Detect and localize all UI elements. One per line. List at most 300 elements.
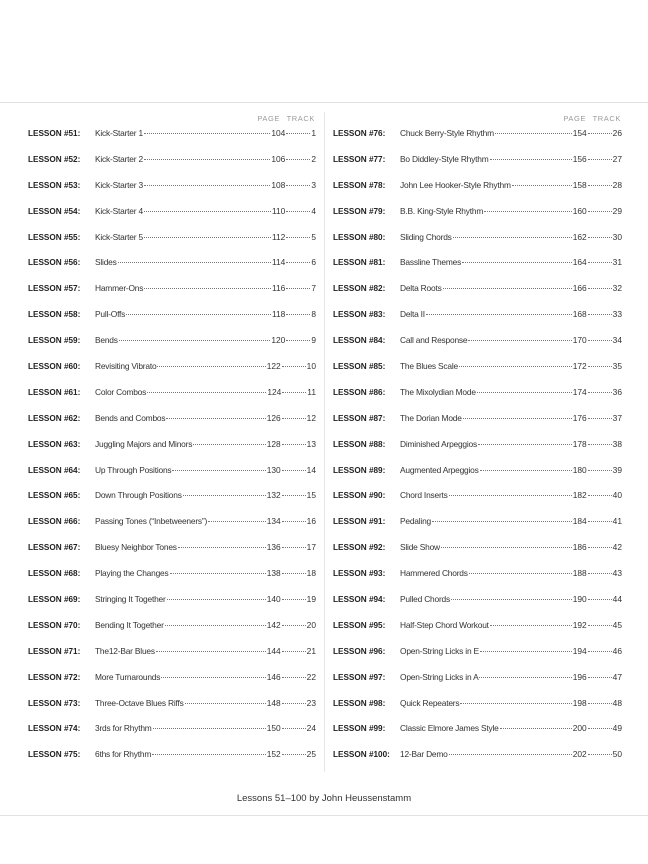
- lesson-number: LESSON #62:: [28, 413, 81, 423]
- lesson-number: LESSON #66:: [28, 517, 81, 527]
- top-rule: [0, 102, 648, 103]
- track-number: 4: [311, 205, 316, 216]
- dot-leader: [490, 159, 572, 160]
- page-number: 160: [572, 205, 587, 216]
- toc-entry: [28, 439, 316, 465]
- lesson-number: LESSON #90:: [333, 491, 386, 501]
- lesson-title: Delta II: [400, 309, 425, 320]
- toc-entry: [28, 620, 316, 646]
- lesson-number: LESSON #69:: [28, 595, 81, 605]
- lesson-title: Revisiting Vibrato: [95, 361, 157, 372]
- dot-leader: [282, 728, 306, 729]
- dot-leader: [286, 185, 310, 186]
- lesson-title: Chord Inserts: [400, 490, 448, 501]
- toc-entry: [333, 309, 622, 335]
- dot-leader: [183, 495, 266, 496]
- page-number: 168: [572, 309, 587, 320]
- toc-entry: [28, 335, 316, 361]
- lesson-number: LESSON #73:: [28, 698, 81, 708]
- track-number: 42: [612, 542, 622, 553]
- lesson-number: LESSON #76:: [333, 129, 386, 138]
- page-number: 118: [271, 309, 286, 320]
- dot-leader: [286, 159, 310, 160]
- dot-leader: [119, 340, 271, 341]
- dot-leader: [426, 314, 572, 315]
- lesson-title: The Dorian Mode: [400, 412, 462, 423]
- dot-leader: [282, 444, 306, 445]
- page-number: 108: [271, 179, 286, 190]
- page-number: 132: [266, 490, 281, 501]
- lesson-number: LESSON #68:: [28, 569, 81, 579]
- page-number: 158: [572, 179, 587, 190]
- track-number: 28: [612, 179, 622, 190]
- dot-leader: [441, 547, 572, 548]
- lesson-title: The Mixolydian Mode: [400, 386, 476, 397]
- dot-leader: [185, 703, 266, 704]
- page-number: 136: [266, 542, 281, 553]
- toc-entry: [333, 283, 622, 309]
- dot-leader: [588, 340, 612, 341]
- dot-leader: [588, 754, 612, 755]
- lesson-title: Sliding Chords: [400, 231, 452, 242]
- lesson-number: LESSON #78:: [333, 180, 386, 190]
- dot-leader: [480, 651, 572, 652]
- dot-leader: [479, 677, 571, 678]
- dot-leader: [286, 288, 310, 289]
- lesson-title: Slides: [95, 257, 117, 268]
- lesson-title: Kick-Starter 3: [95, 179, 143, 190]
- track-number: 27: [612, 153, 622, 164]
- dot-leader: [282, 366, 306, 367]
- toc-entry: [333, 335, 622, 361]
- lesson-title: Hammered Chords: [400, 568, 468, 579]
- toc-entry: [333, 387, 622, 413]
- dot-leader: [144, 159, 270, 160]
- dot-leader: [490, 625, 572, 626]
- dot-leader: [144, 133, 270, 134]
- toc-entry: [28, 723, 316, 749]
- page-number: 148: [266, 697, 281, 708]
- dot-leader: [118, 262, 271, 263]
- dot-leader: [588, 651, 612, 652]
- track-number: 3: [311, 179, 316, 190]
- page-number: 188: [572, 568, 587, 579]
- track-number: 30: [612, 231, 622, 242]
- dot-leader: [484, 211, 572, 212]
- page-number: 200: [572, 723, 587, 734]
- toc-entry: [28, 516, 316, 542]
- dot-leader: [178, 547, 266, 548]
- toc-entry: [28, 257, 316, 283]
- dot-leader: [282, 418, 306, 419]
- lesson-title: Bluesy Neighbor Tones: [95, 542, 177, 553]
- track-number: 11: [307, 386, 316, 397]
- page-number: 106: [271, 153, 286, 164]
- toc-entry: [333, 542, 622, 568]
- track-number: 35: [612, 361, 622, 372]
- lesson-title: Bassline Themes: [400, 257, 462, 268]
- toc-column-right: [333, 114, 622, 775]
- dot-leader: [588, 573, 612, 574]
- dot-leader: [172, 470, 265, 471]
- lesson-number: LESSON #65:: [28, 491, 81, 501]
- page-number: 146: [266, 671, 281, 682]
- lesson-title: Pulled Chords: [400, 594, 451, 605]
- toc-entry: [28, 128, 316, 154]
- dot-leader: [588, 521, 612, 522]
- page-number: 116: [271, 283, 286, 294]
- toc-entry: [28, 672, 316, 698]
- lesson-title: Color Combos: [95, 386, 147, 397]
- lesson-title: Chuck Berry-Style Rhythm: [400, 128, 494, 138]
- page-number: 176: [572, 412, 587, 423]
- track-number: 47: [612, 671, 622, 682]
- lesson-number: LESSON #61:: [28, 387, 81, 397]
- lesson-number: LESSON #89:: [333, 465, 386, 475]
- lesson-number: LESSON #79:: [333, 206, 386, 216]
- track-number: 24: [306, 723, 316, 734]
- toc-entry: [333, 361, 622, 387]
- dot-leader: [588, 133, 612, 134]
- dot-leader: [282, 599, 306, 600]
- dot-leader: [282, 547, 306, 548]
- dot-leader: [282, 495, 306, 496]
- track-number: 33: [612, 309, 622, 320]
- lesson-title: Bends and Combos: [95, 412, 166, 423]
- dot-leader: [459, 366, 572, 367]
- dot-leader: [463, 418, 572, 419]
- page-number: 134: [266, 516, 281, 527]
- dot-leader: [282, 754, 306, 755]
- lesson-title: Playing the Changes: [95, 568, 169, 579]
- page-number: 170: [572, 335, 587, 346]
- track-number: 48: [612, 697, 622, 708]
- lesson-number: LESSON #85:: [333, 362, 386, 372]
- track-number: 46: [612, 645, 622, 656]
- page-number: 128: [266, 438, 281, 449]
- lesson-number: LESSON #92:: [333, 543, 386, 553]
- toc-entry: [333, 516, 622, 542]
- track-number: 36: [612, 386, 622, 397]
- lesson-number: LESSON #82:: [333, 284, 386, 294]
- toc-entry: [333, 568, 622, 594]
- toc-entry: [333, 128, 622, 154]
- dot-leader: [588, 703, 612, 704]
- lesson-number: LESSON #97:: [333, 672, 386, 682]
- page-number: 186: [572, 542, 587, 553]
- track-number: 14: [306, 464, 316, 475]
- page-number: 122: [266, 361, 281, 372]
- dot-leader: [144, 185, 270, 186]
- dot-leader: [282, 573, 306, 574]
- toc-entry: [28, 154, 316, 180]
- lesson-number: LESSON #81:: [333, 258, 386, 268]
- dot-leader: [588, 185, 612, 186]
- lesson-title: The12-Bar Blues: [95, 645, 155, 656]
- lesson-number: LESSON #63:: [28, 439, 81, 449]
- page-number: 112: [271, 231, 286, 242]
- lesson-title: John Lee Hooker-Style Rhythm: [400, 179, 511, 190]
- track-number: 8: [311, 309, 316, 320]
- dot-leader: [588, 470, 612, 471]
- page-number: 196: [572, 671, 587, 682]
- lesson-title: Three-Octave Blues Riffs: [95, 697, 184, 708]
- lesson-title: Juggling Majors and Minors: [95, 438, 193, 449]
- track-number: 25: [306, 749, 316, 760]
- page-number: 152: [266, 749, 281, 760]
- page-number: 194: [572, 645, 587, 656]
- lesson-number: LESSON #84:: [333, 336, 386, 346]
- dot-leader: [495, 133, 572, 134]
- track-number: 5: [311, 231, 316, 242]
- page-header: PAGE: [257, 114, 280, 123]
- page-number: 156: [572, 153, 587, 164]
- track-number: 40: [612, 490, 622, 501]
- footer-caption: Lessons 51–100 by John Heussenstamm: [236, 793, 412, 804]
- lesson-number: LESSON #57:: [28, 284, 81, 294]
- dot-leader: [170, 573, 266, 574]
- dot-leader: [126, 314, 271, 315]
- track-number: 1: [311, 128, 316, 138]
- dot-leader: [468, 340, 571, 341]
- dot-leader: [432, 521, 572, 522]
- toc-entry: [28, 490, 316, 516]
- lesson-title: Passing Tones (“Inbetweeners”): [95, 516, 208, 527]
- dot-leader: [166, 418, 265, 419]
- lesson-number: LESSON #94:: [333, 595, 386, 605]
- page-number: 130: [266, 464, 281, 475]
- lesson-number: LESSON #91:: [333, 517, 386, 527]
- dot-leader: [282, 651, 306, 652]
- toc-entry: [333, 257, 622, 283]
- dot-leader: [144, 237, 271, 238]
- page-number: 126: [266, 412, 281, 423]
- track-number: 41: [612, 516, 622, 527]
- page-number: 184: [572, 516, 587, 527]
- lesson-number: LESSON #83:: [333, 310, 386, 320]
- dot-leader: [449, 495, 572, 496]
- page-number: 104: [271, 128, 286, 138]
- lesson-title: 3rds for Rhythm: [95, 723, 152, 734]
- lesson-number: LESSON #87:: [333, 413, 386, 423]
- page-header: PAGE: [563, 114, 586, 123]
- dot-leader: [165, 625, 266, 626]
- lesson-title: Bending It Together: [95, 619, 164, 630]
- dot-leader: [282, 703, 306, 704]
- dot-leader: [588, 599, 612, 600]
- dot-leader: [588, 444, 612, 445]
- lesson-number: LESSON #98:: [333, 698, 386, 708]
- dot-leader: [286, 340, 310, 341]
- page-number: 144: [266, 645, 281, 656]
- column-headers: [333, 114, 622, 128]
- dot-leader: [469, 573, 572, 574]
- dot-leader: [282, 392, 306, 393]
- lesson-title: Open-String Licks in A: [400, 671, 479, 682]
- dot-leader: [512, 185, 572, 186]
- lesson-title: Classic Elmore James Style: [400, 723, 499, 734]
- lesson-number: LESSON #77:: [333, 154, 386, 164]
- track-header: TRACK: [592, 114, 621, 123]
- dot-leader: [588, 625, 612, 626]
- toc-entry: [333, 594, 622, 620]
- dot-leader: [157, 366, 265, 367]
- toc-entry: [28, 206, 316, 232]
- lesson-number: LESSON #80:: [333, 232, 386, 242]
- toc-entry: [333, 620, 622, 646]
- toc-entry: [28, 749, 316, 775]
- dot-leader: [477, 392, 572, 393]
- dot-leader: [462, 262, 572, 263]
- track-number: 7: [311, 283, 316, 294]
- lesson-title: Call and Response: [400, 335, 468, 346]
- lesson-number: LESSON #60:: [28, 362, 81, 372]
- lesson-title: Slide Show: [400, 542, 440, 553]
- track-number: 49: [612, 723, 622, 734]
- track-number: 12: [306, 412, 316, 423]
- dot-leader: [588, 392, 612, 393]
- lesson-number: LESSON #100:: [333, 750, 390, 760]
- dot-leader: [588, 547, 612, 548]
- dot-leader: [588, 366, 612, 367]
- lesson-title: Quick Repeaters: [400, 697, 460, 708]
- toc-entry: [333, 206, 622, 232]
- track-number: 16: [306, 516, 316, 527]
- track-number: 21: [306, 645, 316, 656]
- dot-leader: [156, 651, 266, 652]
- dot-leader: [588, 314, 612, 315]
- dot-leader: [286, 237, 310, 238]
- toc-entry: [28, 387, 316, 413]
- toc-entry: [333, 698, 622, 724]
- lesson-number: LESSON #51:: [28, 129, 81, 138]
- toc-entry: [28, 568, 316, 594]
- lesson-title: 6ths for Rhythm: [95, 749, 152, 760]
- page-number: 198: [572, 697, 587, 708]
- track-number: 38: [612, 438, 622, 449]
- dot-leader: [588, 677, 612, 678]
- dot-leader: [453, 237, 572, 238]
- track-number: 43: [612, 568, 622, 579]
- lesson-number: LESSON #55:: [28, 232, 81, 242]
- lesson-number: LESSON #95:: [333, 620, 386, 630]
- lesson-number: LESSON #67:: [28, 543, 81, 553]
- toc-entry: [28, 646, 316, 672]
- lesson-number: LESSON #53:: [28, 180, 81, 190]
- lesson-number: LESSON #75:: [28, 750, 81, 760]
- page-number: 138: [266, 568, 281, 579]
- bottom-rule: [0, 815, 648, 816]
- lesson-number: LESSON #74:: [28, 724, 81, 734]
- dot-leader: [588, 728, 612, 729]
- lesson-title: Hammer-Ons: [95, 283, 144, 294]
- dot-leader: [588, 237, 612, 238]
- track-number: 13: [306, 438, 316, 449]
- toc-entry: [28, 465, 316, 491]
- lesson-number: LESSON #58:: [28, 310, 81, 320]
- track-number: 50: [612, 749, 622, 760]
- toc-entry: [333, 672, 622, 698]
- track-number: 2: [311, 153, 316, 164]
- dot-leader: [282, 470, 306, 471]
- dot-leader: [286, 262, 310, 263]
- lesson-number: LESSON #99:: [333, 724, 386, 734]
- toc-entry: [333, 490, 622, 516]
- dot-leader: [286, 133, 310, 134]
- page-number: 190: [572, 594, 587, 605]
- dot-leader: [282, 521, 306, 522]
- lesson-title: 12-Bar Demo: [400, 749, 448, 760]
- page-number: 142: [266, 619, 281, 630]
- lesson-number: LESSON #56:: [28, 258, 81, 268]
- lesson-title: Delta Roots: [400, 283, 442, 294]
- page-number: 114: [271, 257, 286, 268]
- toc-entry: [333, 439, 622, 465]
- page-number: 124: [267, 386, 282, 397]
- lesson-number: LESSON #54:: [28, 206, 81, 216]
- page-number: 150: [266, 723, 281, 734]
- lesson-title: Down Through Positions: [95, 490, 182, 501]
- dot-leader: [500, 728, 572, 729]
- track-number: 10: [306, 361, 316, 372]
- track-number: 17: [306, 542, 316, 553]
- lesson-title: Kick-Starter 1: [95, 128, 143, 138]
- dot-leader: [478, 444, 572, 445]
- lesson-number: LESSON #59:: [28, 336, 81, 346]
- page-number: 120: [271, 335, 286, 346]
- dot-leader: [449, 754, 572, 755]
- dot-leader: [208, 521, 266, 522]
- toc-entry: [28, 413, 316, 439]
- page-number: 182: [572, 490, 587, 501]
- track-number: 26: [612, 128, 622, 138]
- dot-leader: [588, 288, 612, 289]
- toc-column-left: [28, 114, 316, 775]
- toc-entry: [333, 180, 622, 206]
- dot-leader: [588, 211, 612, 212]
- dot-leader: [167, 599, 266, 600]
- dot-leader: [588, 418, 612, 419]
- column-divider: [324, 112, 325, 772]
- dot-leader: [153, 728, 266, 729]
- track-number: 39: [612, 464, 622, 475]
- page-number: 172: [572, 361, 587, 372]
- lesson-title: Kick-Starter 5: [95, 231, 143, 242]
- lesson-title: More Turnarounds: [95, 671, 161, 682]
- dot-leader: [588, 159, 612, 160]
- lesson-number: LESSON #70:: [28, 620, 81, 630]
- toc-entry: [28, 180, 316, 206]
- dot-leader: [282, 625, 306, 626]
- toc-entry: [333, 154, 622, 180]
- page-number: 140: [266, 594, 281, 605]
- toc-entry: [333, 723, 622, 749]
- lesson-title: B.B. King-Style Rhythm: [400, 205, 484, 216]
- track-number: 15: [306, 490, 316, 501]
- lesson-number: LESSON #64:: [28, 465, 81, 475]
- dot-leader: [152, 754, 266, 755]
- page-number: 174: [572, 386, 587, 397]
- dot-leader: [193, 444, 265, 445]
- page-number: 178: [572, 438, 587, 449]
- dot-leader: [460, 703, 571, 704]
- page-number: 202: [572, 749, 587, 760]
- lesson-title: Pedaling: [400, 516, 431, 527]
- page-number: 192: [572, 619, 587, 630]
- dot-leader: [588, 262, 612, 263]
- dot-leader: [451, 599, 572, 600]
- lesson-number: LESSON #52:: [28, 154, 81, 164]
